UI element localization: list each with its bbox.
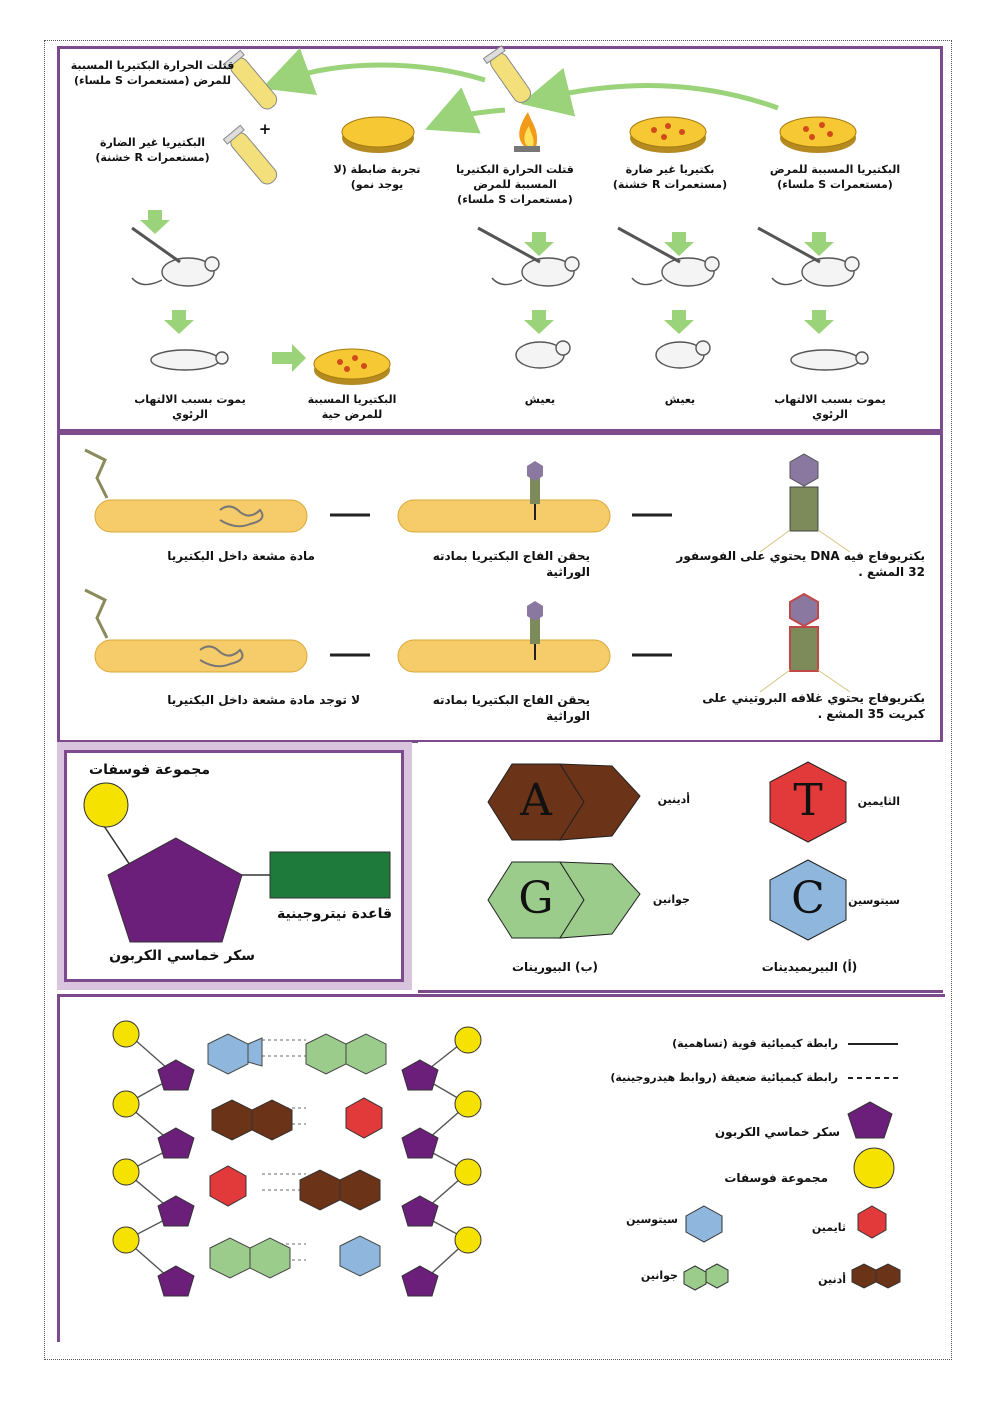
label-result-die-left: يموت بسبب الالتهاب الرئوي	[134, 393, 246, 421]
label-dish-harmless: بكتيريا غير ضارة (مستعمرات R خشنة)	[612, 163, 728, 191]
label-dish-pathogenic: البكتيريا المسببة للمرض (مستعمرات S ملساء)	[769, 163, 901, 191]
label-adenine: أدينين	[657, 793, 690, 806]
label-row1-result: مادة مشعة داخل البكتيريا	[167, 549, 315, 563]
letter-C: C	[791, 873, 825, 924]
label-thymine: الثايمين	[857, 795, 900, 808]
label-sugar: سكر خماسي الكربون	[109, 948, 255, 964]
legend-guanine-icon	[684, 1264, 728, 1290]
legend-thymine-label: ثايمين	[811, 1221, 846, 1234]
label-harmless-left: البكتيريا غير الضارة (مستعمرات R خشنة)	[95, 136, 210, 164]
plus-sign: +	[258, 120, 272, 138]
label-row2-result: لا توجد مادة مشعة داخل البكتيريا	[167, 693, 360, 707]
legend-weak-label: رابطة كيميائية ضعيفة (روابط هيدروجينية)	[610, 1071, 838, 1084]
legend-strong-label: رابطة كيميائية قوية (تساهمية)	[672, 1037, 838, 1050]
label-dish-control: تجربة ضابطة (لا يوجد نمو)	[333, 163, 421, 191]
label-pyrimidines: (أ) البيريميدينات	[761, 960, 858, 974]
label-row2-phage: بكتريوفاج يحتوي غلافه البروتيني على كبريت 35 المشع .	[702, 691, 925, 721]
label-result-lives-2: يعيش	[664, 393, 696, 406]
letter-A: A	[520, 775, 552, 826]
label-nitrogen-base: قاعدة نيتروجينية	[276, 906, 392, 922]
legend-cytosine-label: سيتوسين	[626, 1213, 678, 1226]
label-result-die-right: يموت بسبب الالتهاب الرئوي	[774, 393, 886, 421]
label-purines: (ب) البيورينات	[511, 960, 599, 974]
label-row1-phage: بكتريوفاج فيه DNA يحتوي على الفوسفور 32 المشع .	[676, 549, 925, 579]
letter-T: T	[793, 775, 823, 826]
label-guanine: جوانين	[652, 893, 690, 906]
legend-adenine-icon	[852, 1264, 900, 1288]
label-result-live-bacteria: البكتيريا المسببة للمرض حية	[307, 393, 397, 421]
label-heat-killed-left: قتلت الحرارة البكتيريا المسببة للمرض (مستعمرات S ملساء)	[70, 59, 235, 87]
legend-adenine-label: أدنين	[818, 1273, 846, 1286]
label-row1-inject: يحقن الفاج البكتيريا بمادته الوراثية	[432, 549, 590, 579]
legend-phosphate-icon	[854, 1148, 894, 1188]
label-cytosine: سيتوسين	[848, 894, 900, 907]
letter-G: G	[518, 873, 554, 924]
legend-thymine-icon	[858, 1206, 886, 1238]
label-result-lives-1: يعيش	[524, 393, 556, 406]
legend-guanine-label: جوانين	[640, 1269, 678, 1282]
label-dish-heat-killed: قتلت الحرارة البكتيريا المسببة للمرض (مستعمرات S ملساء)	[456, 163, 574, 206]
legend-sugar-label: سكر خماسي الكربون	[714, 1125, 840, 1139]
label-phosphate: مجموعة فوسفات	[89, 762, 210, 778]
legend-cytosine-icon	[686, 1206, 722, 1242]
label-row2-inject: يحقن الفاج البكتيريا بمادته الوراثية	[432, 693, 590, 723]
legend-phosphate-label: مجموعة فوسفات	[724, 1171, 828, 1185]
legend-sugar-icon	[848, 1102, 892, 1138]
